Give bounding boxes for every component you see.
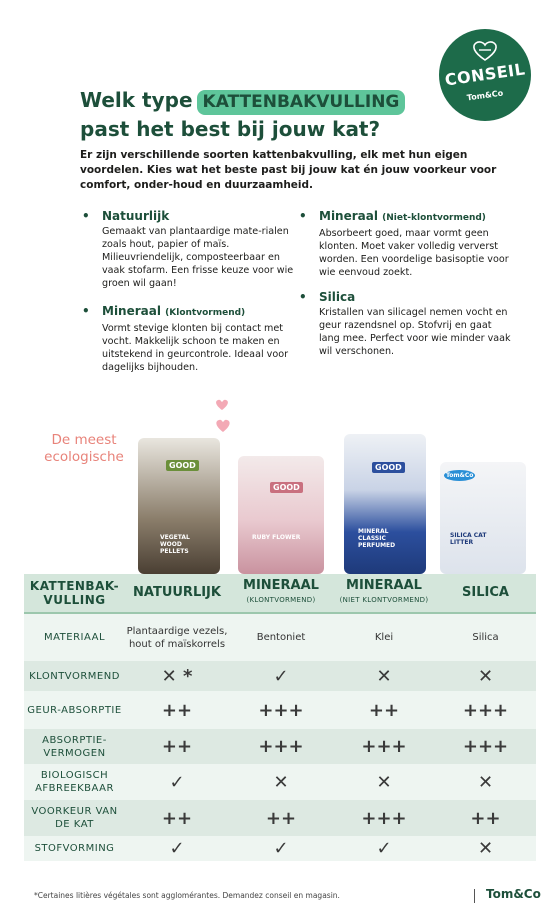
product-brand: GOOD <box>166 460 199 471</box>
table-cell: ✕ <box>477 771 494 793</box>
intro-text: Er zijn verschillende soorten kattenbakvulling, elk met hun eigen voordelen. Kies wat het beste past bij jouw kat én jouw voorkeur voor comfort, onder-houd en duurzaamheid. <box>80 149 497 191</box>
table-cell: ✕ * <box>161 665 193 687</box>
table-cell: ++ <box>161 736 193 757</box>
product-name: VEGETAL WOOD PELLETS <box>160 534 190 555</box>
table-cell: ++ <box>161 807 193 829</box>
table-row <box>24 614 536 661</box>
table-cell: ✕ <box>477 665 494 687</box>
table-cell: ✓ <box>376 838 392 859</box>
page-title <box>80 86 405 143</box>
type-sub: (Niet-klontvormend) <box>382 213 486 223</box>
badge-brand: Tom&Co <box>466 88 504 103</box>
title-highlight: KATTENBAKVULLING <box>197 90 406 115</box>
header-main: NATUURLIJK <box>133 585 221 600</box>
hearts-icon <box>212 398 232 436</box>
table-row <box>24 691 536 729</box>
table-cell: ✓ <box>169 838 185 859</box>
product-name: MINERAL CLASSIC PERFUMED <box>358 528 396 549</box>
type-silica <box>299 290 511 358</box>
conseil-badge <box>439 29 531 121</box>
type-description: Absorbeert goed, maar vormt geen klonten. Moet vaker volledig ververst worden. Een voordelige basisoptie voor wie eenvoud zoekt. <box>319 228 509 278</box>
table-cell: ✕ <box>376 771 392 793</box>
bullet-icon: • <box>82 209 90 223</box>
type-mineraal-klont <box>82 304 294 374</box>
table-cell: ✕ <box>273 771 289 793</box>
bullet-icon: • <box>299 209 307 223</box>
table-row <box>24 800 536 836</box>
table-row <box>24 836 536 861</box>
type-description: Kristallen van silicagel nemen vocht en geur razendsnel op. Stofvrij en gaat lang mee. Perfect voor wie minder vaak wil verschonen. <box>319 307 511 357</box>
table-cell: +++ <box>462 736 509 757</box>
type-mineraal-niet-klont <box>299 209 511 279</box>
header-natuurlijk <box>125 574 229 612</box>
bullet-icon: • <box>82 304 90 318</box>
header-main: SILICA <box>462 585 509 600</box>
table-cell: ++ <box>161 699 193 721</box>
table-cell: ++ <box>470 807 501 829</box>
table-cell: Bentoniet <box>256 632 306 643</box>
table-cell: +++ <box>361 736 407 757</box>
type-name: Mineraal <box>102 304 161 318</box>
table-cell: ✓ <box>169 771 185 793</box>
product-brand: Tom&Co <box>446 472 474 479</box>
brand-logo: Tom&Co <box>486 887 541 901</box>
header-sub: (NIET KLONTVORMEND) <box>339 596 429 604</box>
product-brand: GOOD <box>270 482 303 493</box>
footnote: *Certaines litières végétales sont agglomérantes. Demandez conseil en magasin. <box>34 891 340 900</box>
table-row <box>24 764 536 800</box>
row-label: KLONTVORMEND <box>29 670 120 682</box>
table-cell: ✓ <box>273 838 289 859</box>
header-mineraal-klont <box>229 574 333 612</box>
type-name: Silica <box>319 290 356 304</box>
product-name: RUBY FLOWER <box>252 534 301 541</box>
product-wood-pellets <box>138 438 220 574</box>
table-cell: +++ <box>258 736 304 757</box>
row-label: BIOLOGISCH AFBREEKBAAR <box>35 770 114 794</box>
product-name: SILICA CAT LITTER <box>450 532 487 546</box>
header-mineraal-niet-klont <box>333 574 435 612</box>
row-label: STOFVORMING <box>34 843 115 854</box>
table-cell: +++ <box>258 699 304 721</box>
product-brand: GOOD <box>372 462 405 473</box>
header-silica <box>435 574 536 612</box>
title-line1: Welk type <box>80 88 193 112</box>
table-cell: Plantaardige vezels, hout of maïskorrels <box>126 625 228 650</box>
heart-chat-icon <box>470 38 500 64</box>
divider <box>474 889 475 903</box>
product-ruby-flower <box>238 456 324 574</box>
type-description: Vormt stevige klonten bij contact met vocht. Makkelijk schoon te maken en uitstekend in geurcontrole. Ideaal voor dagelijks bijhouden. <box>102 323 289 373</box>
title-line2: past het best bij jouw kat? <box>80 117 381 141</box>
table-cell: Silica <box>472 632 499 643</box>
header-sub: (KLONTVORMEND) <box>246 596 316 604</box>
table-row <box>24 729 536 764</box>
row-label: ABSORPTIE-VERMOGEN <box>42 734 107 759</box>
header-main: MINERAAL <box>346 578 422 593</box>
header-main: MINERAAL <box>243 578 319 593</box>
badge-title: CONSEIL <box>443 59 527 90</box>
type-description: Gemaakt van plantaardige mate-rialen zoals hout, papier of maïs. Milieuvriendelijk, composteerbaar en vaak stofarm. Een frisse keuze voor wie groen wil gaan! <box>102 226 294 289</box>
table-cell: +++ <box>462 699 509 721</box>
type-name: Natuurlijk <box>102 209 170 223</box>
row-label: GEUR-ABSORPTIE <box>27 704 122 716</box>
table-cell: +++ <box>361 807 407 829</box>
row-label: MATERIAAL <box>43 632 106 643</box>
table-cell: ✓ <box>273 665 289 687</box>
table-cell: ++ <box>265 807 297 829</box>
table-cell: ✕ <box>477 838 494 859</box>
table-row <box>24 661 536 691</box>
table-cell: ✕ <box>376 665 392 687</box>
type-name: Mineraal <box>319 209 378 223</box>
row-label: VOORKEUR VAN DE KAT <box>31 806 118 830</box>
product-mineral-classic <box>344 434 426 574</box>
table-cell: Klei <box>374 632 394 643</box>
table-corner: KATTENBAK-VULLING <box>29 579 120 607</box>
table-cell: ++ <box>368 699 400 721</box>
type-natuurlijk <box>82 209 294 290</box>
eco-label: De meest ecologische <box>44 432 124 465</box>
table-header-row <box>24 574 536 614</box>
product-silica <box>440 462 526 574</box>
bullet-icon: • <box>299 290 307 304</box>
type-sub: (Klontvormend) <box>165 308 246 318</box>
